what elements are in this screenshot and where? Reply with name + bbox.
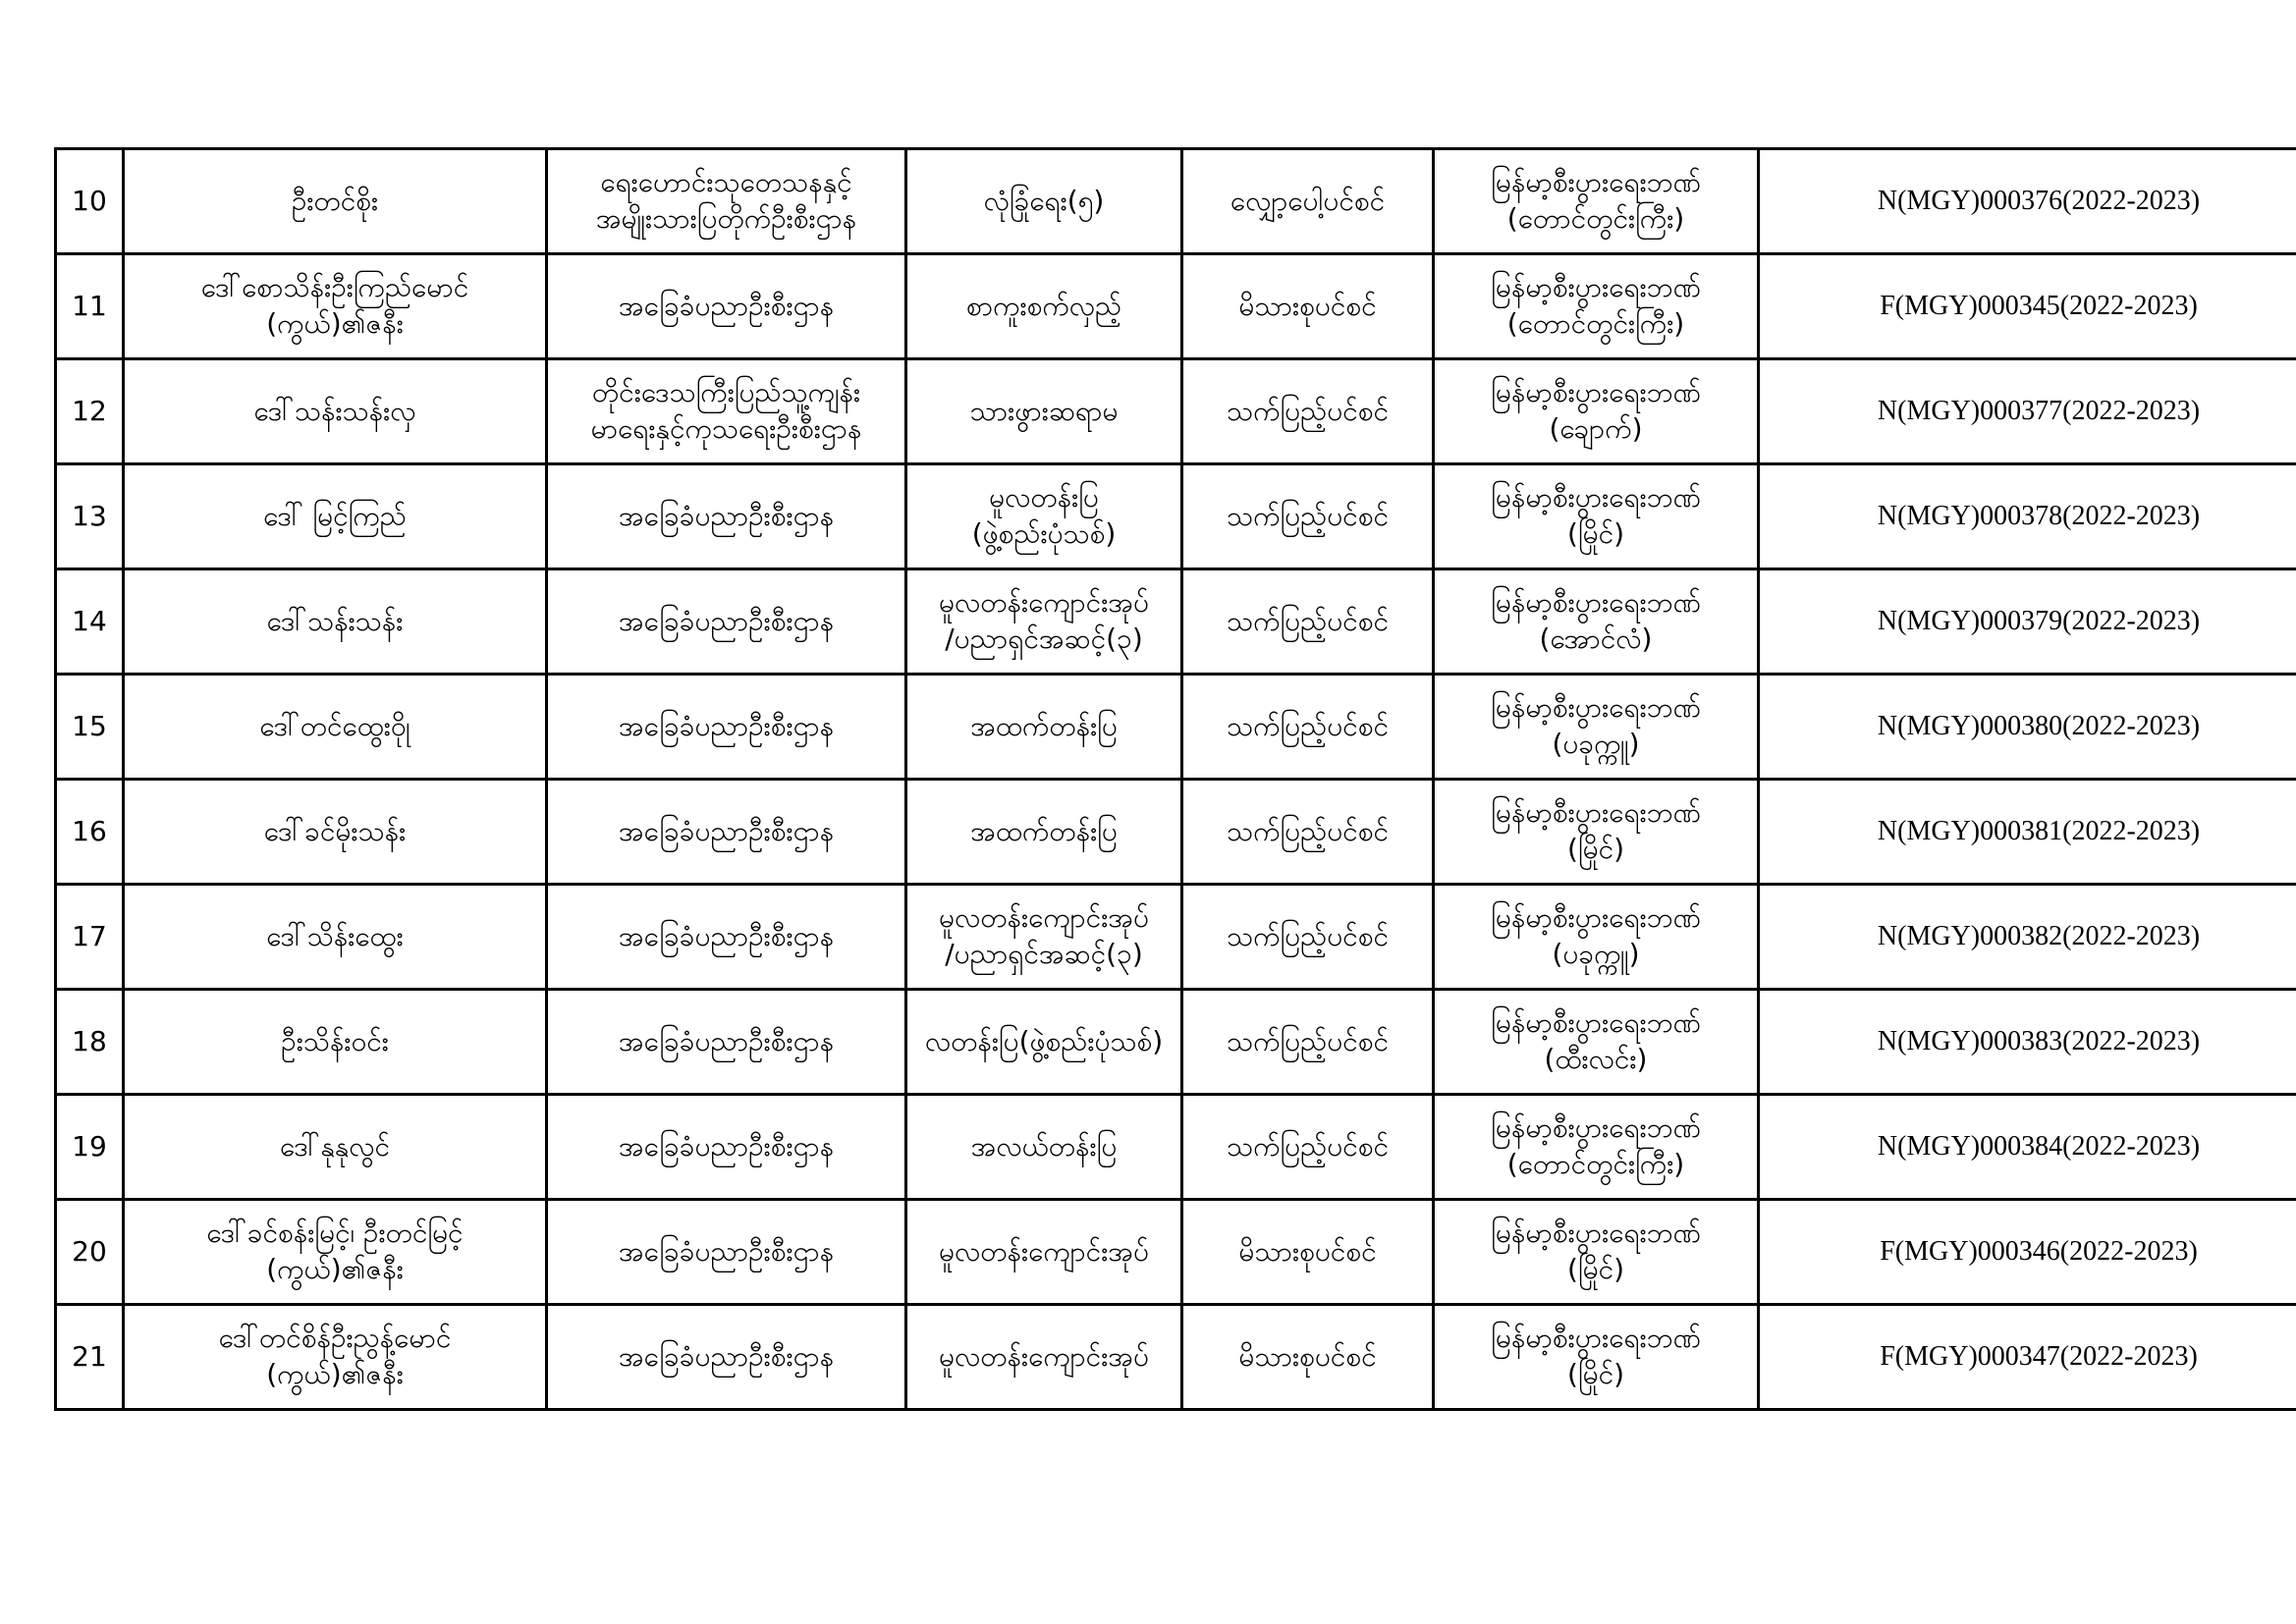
cell-bank	[1434, 675, 1759, 780]
cell-name	[124, 675, 547, 780]
cell-bank	[1434, 254, 1759, 359]
cell-department-line: အခြေခံပညာဦးစီးဌာန	[618, 1339, 835, 1373]
cell-bank-line: မြန်မာ့စီးပွားရေးဘဏ်	[1491, 376, 1701, 409]
cell-post-line: /ပညာရှင်အဆင့်(၃)	[945, 938, 1143, 970]
cell-account: F(MGY)000345(2022-2023)	[1759, 254, 2296, 359]
cell-department-line: အခြေခံပညာဦးစီးဌာန	[618, 709, 835, 742]
cell-post-line: မူလတန်းကျောင်းအုပ်	[939, 901, 1149, 935]
table-row	[56, 254, 2296, 359]
cell-bank	[1434, 1305, 1759, 1410]
cell-pension-type	[1182, 569, 1434, 675]
table-row	[56, 885, 2296, 990]
cell-post	[906, 254, 1182, 359]
cell-bank-line: မြန်မာ့စီးပွားရေးဘဏ်	[1491, 166, 1701, 199]
cell-post-line: အလယ်တန်းပြ	[970, 1129, 1118, 1163]
table-row	[56, 780, 2296, 885]
cell-pension-type-line: သက်ပြည့်ပင်စင်	[1227, 919, 1389, 952]
cell-name-line: ဒေါ်ခင်စန်းမြင့်၊ ဦးတင်မြင့်	[206, 1217, 464, 1250]
cell-pension-type-line: မိသားစုပင်စင်	[1238, 289, 1377, 322]
cell-post-line: /ပညာရှင်အဆင့်(၃)	[945, 623, 1143, 655]
cell-bank-line: (မြိုင်)	[1566, 517, 1625, 550]
cell-pension-type-line: သက်ပြည့်ပင်စင်	[1227, 709, 1389, 742]
cell-name	[124, 990, 547, 1095]
cell-bank-line: (ပခုက္ကူ)	[1552, 728, 1640, 760]
cell-pension-type-line: သက်ပြည့်ပင်စင်	[1227, 1129, 1389, 1163]
cell-name-line: ဒေါ်သန်းသန်းလှ	[253, 394, 416, 427]
cell-post	[906, 1200, 1182, 1305]
cell-name-line: ဒေါ်သန်းသန်း	[266, 604, 404, 637]
pension-table	[54, 147, 2296, 1411]
cell-no: 13	[56, 464, 124, 569]
cell-department-line: အမျိုးသားပြတိုက်ဦးစီးဌာန	[595, 202, 857, 235]
cell-account: N(MGY)000383(2022-2023)	[1759, 990, 2296, 1095]
cell-name	[124, 464, 547, 569]
cell-bank-line: မြန်မာ့စီးပွားရေးဘဏ်	[1491, 1322, 1701, 1355]
cell-post	[906, 149, 1182, 254]
cell-pension-type	[1182, 1200, 1434, 1305]
cell-bank-line: မြန်မာ့စီးပွားရေးဘဏ်	[1491, 691, 1701, 725]
cell-account: N(MGY)000377(2022-2023)	[1759, 359, 2296, 464]
cell-bank-line: မြန်မာ့စီးပွားရေးဘဏ်	[1491, 586, 1701, 620]
cell-post-line: မူလတန်းကျောင်းအုပ်	[939, 1234, 1149, 1268]
cell-name	[124, 780, 547, 885]
cell-department	[547, 254, 906, 359]
cell-bank-line: မြန်မာ့စီးပွားရေးဘဏ်	[1491, 271, 1701, 304]
cell-post-line: အထက်တန်းပြ	[970, 814, 1118, 847]
cell-bank	[1434, 885, 1759, 990]
cell-department	[547, 464, 906, 569]
cell-post	[906, 990, 1182, 1095]
cell-pension-type	[1182, 1305, 1434, 1410]
cell-department-line: အခြေခံပညာဦးစီးဌာန	[618, 1129, 835, 1163]
table-row	[56, 1305, 2296, 1410]
cell-name	[124, 359, 547, 464]
cell-post-line: လုံခြုံရေး(၅)	[983, 184, 1105, 217]
table-row	[56, 1095, 2296, 1200]
cell-no: 16	[56, 780, 124, 885]
cell-pension-type	[1182, 780, 1434, 885]
cell-pension-type	[1182, 359, 1434, 464]
cell-no: 20	[56, 1200, 124, 1305]
cell-department	[547, 149, 906, 254]
cell-department	[547, 569, 906, 675]
cell-bank	[1434, 1095, 1759, 1200]
cell-department-line: အခြေခံပညာဦးစီးဌာန	[618, 499, 835, 532]
table-row	[56, 990, 2296, 1095]
cell-department-line: အခြေခံပညာဦးစီးဌာန	[618, 289, 835, 322]
cell-no: 18	[56, 990, 124, 1095]
cell-account: N(MGY)000378(2022-2023)	[1759, 464, 2296, 569]
table-row	[56, 464, 2296, 569]
cell-department-line: ရေးဟောင်းသုတေသနနှင့်	[600, 166, 852, 199]
cell-no: 14	[56, 569, 124, 675]
cell-department	[547, 780, 906, 885]
cell-name	[124, 885, 547, 990]
cell-account: N(MGY)000380(2022-2023)	[1759, 675, 2296, 780]
cell-bank-line: မြန်မာ့စီးပွားရေးဘဏ်	[1491, 1111, 1701, 1145]
cell-name	[124, 569, 547, 675]
cell-bank	[1434, 149, 1759, 254]
cell-pension-type	[1182, 990, 1434, 1095]
cell-account: N(MGY)000379(2022-2023)	[1759, 569, 2296, 675]
cell-post-line: စာကူးစက်လှည့်	[965, 289, 1122, 322]
cell-post	[906, 1305, 1182, 1410]
cell-name-line: (ကွယ်)၏ဇနီး	[266, 1253, 404, 1285]
cell-department	[547, 885, 906, 990]
cell-post	[906, 359, 1182, 464]
cell-post-line: (ဖွဲ့စည်းပုံသစ်)	[971, 517, 1117, 550]
cell-bank-line: (ချောက်)	[1549, 412, 1643, 445]
cell-name	[124, 254, 547, 359]
cell-bank-line: (မြိုင်)	[1566, 833, 1625, 865]
table-row	[56, 569, 2296, 675]
cell-post-line: အထက်တန်းပြ	[970, 709, 1118, 742]
cell-department-line: တိုင်းဒေသကြီးပြည်သူ့ကျန်း	[591, 376, 861, 409]
cell-pension-type	[1182, 885, 1434, 990]
cell-pension-type-line: သက်ပြည့်ပင်စင်	[1227, 499, 1389, 532]
cell-name-line: ဒေါ်ခင်မိုးသန်း	[263, 814, 407, 847]
cell-name-line: ဒေါ်သိန်းထွေး	[266, 919, 404, 952]
cell-no: 19	[56, 1095, 124, 1200]
cell-post	[906, 780, 1182, 885]
cell-no: 21	[56, 1305, 124, 1410]
cell-bank-line: မြန်မာ့စီးပွားရေးဘဏ်	[1491, 1217, 1701, 1250]
cell-bank-line: (တောင်တွင်းကြီး)	[1506, 1148, 1685, 1180]
cell-bank-line: (တောင်တွင်းကြီး)	[1506, 307, 1685, 340]
cell-department	[547, 675, 906, 780]
cell-post-line: မူလတန်းကျောင်းအုပ်	[939, 1339, 1149, 1373]
cell-bank	[1434, 359, 1759, 464]
cell-account: N(MGY)000382(2022-2023)	[1759, 885, 2296, 990]
cell-name-line: (ကွယ်)၏ဇနီး	[266, 307, 404, 340]
cell-bank-line: (ပခုက္ကူ)	[1552, 938, 1640, 970]
cell-no: 10	[56, 149, 124, 254]
table-row	[56, 149, 2296, 254]
cell-pension-type-line: သက်ပြည့်ပင်စင်	[1227, 604, 1389, 637]
cell-name-line: ဦးတင်စိုး	[291, 184, 379, 217]
table-row	[56, 359, 2296, 464]
cell-pension-type-line: လျှော့ပေါ့ပင်စင်	[1230, 184, 1386, 217]
cell-name-line: ဒေါ်စောသိန်းဦးကြည်မောင်	[200, 271, 469, 304]
cell-department	[547, 359, 906, 464]
cell-department	[547, 1305, 906, 1410]
cell-account: N(MGY)000376(2022-2023)	[1759, 149, 2296, 254]
table-body	[56, 149, 2296, 1410]
cell-department-line: အခြေခံပညာဦးစီးဌာန	[618, 1234, 835, 1268]
cell-name-line: ဦးသိန်းဝင်း	[281, 1024, 389, 1057]
cell-post	[906, 1095, 1182, 1200]
cell-pension-type-line: သက်ပြည့်ပင်စင်	[1227, 814, 1389, 847]
cell-name-line: ဒေါ်နုနုလွင်	[279, 1129, 391, 1163]
cell-pension-type-line: မိသားစုပင်စင်	[1238, 1234, 1377, 1268]
cell-no: 15	[56, 675, 124, 780]
cell-account: N(MGY)000381(2022-2023)	[1759, 780, 2296, 885]
cell-bank-line: (အောင်လံ)	[1539, 623, 1653, 655]
cell-post-line: မူလတန်းကျောင်းအုပ်	[939, 586, 1149, 620]
cell-department	[547, 1095, 906, 1200]
cell-name-line: ဒေါ်တင်ထွေးဝိုု	[259, 709, 410, 742]
cell-account: F(MGY)000346(2022-2023)	[1759, 1200, 2296, 1305]
cell-name	[124, 1095, 547, 1200]
cell-pension-type	[1182, 1095, 1434, 1200]
cell-post	[906, 569, 1182, 675]
cell-department-line: အခြေခံပညာဦးစီးဌာန	[618, 1024, 835, 1057]
cell-pension-type	[1182, 675, 1434, 780]
table-row	[56, 675, 2296, 780]
cell-bank	[1434, 780, 1759, 885]
cell-post	[906, 675, 1182, 780]
cell-account: N(MGY)000384(2022-2023)	[1759, 1095, 2296, 1200]
cell-bank-line: (တောင်တွင်းကြီး)	[1506, 202, 1685, 235]
cell-pension-type-line: သက်ပြည့်ပင်စင်	[1227, 394, 1389, 427]
cell-name-line: ဒေါ် မြင့်ကြည်	[263, 499, 407, 532]
cell-department-line: အခြေခံပညာဦးစီးဌာန	[618, 919, 835, 952]
cell-bank	[1434, 569, 1759, 675]
cell-post-line: လတန်းပြ(ဖွဲ့စည်းပုံသစ်)	[924, 1024, 1164, 1057]
cell-name	[124, 1305, 547, 1410]
cell-post	[906, 464, 1182, 569]
cell-bank-line: မြန်မာ့စီးပွားရေးဘဏ်	[1491, 901, 1701, 935]
cell-department	[547, 990, 906, 1095]
cell-department	[547, 1200, 906, 1305]
cell-pension-type	[1182, 464, 1434, 569]
cell-department-line: အခြေခံပညာဦးစီးဌာန	[618, 814, 835, 847]
cell-name	[124, 1200, 547, 1305]
table-row	[56, 1200, 2296, 1305]
cell-department-line: မာရေးနှင့်ကုသရေးဦးစီးဌာန	[590, 412, 862, 445]
cell-pension-type-line: မိသားစုပင်စင်	[1238, 1339, 1377, 1373]
cell-bank-line: မြန်မာ့စီးပွားရေးဘဏ်	[1491, 1006, 1701, 1040]
cell-department-line: အခြေခံပညာဦးစီးဌာန	[618, 604, 835, 637]
cell-post-line: သားဖွားဆရာမ	[969, 394, 1119, 427]
cell-pension-type	[1182, 149, 1434, 254]
cell-account: F(MGY)000347(2022-2023)	[1759, 1305, 2296, 1410]
cell-bank-line: မြန်မာ့စီးပွားရေးဘဏ်	[1491, 481, 1701, 514]
cell-bank-line: မြန်မာ့စီးပွားရေးဘဏ်	[1491, 796, 1701, 830]
cell-pension-type-line: သက်ပြည့်ပင်စင်	[1227, 1024, 1389, 1057]
cell-bank	[1434, 1200, 1759, 1305]
cell-no: 12	[56, 359, 124, 464]
cell-pension-type	[1182, 254, 1434, 359]
cell-no: 17	[56, 885, 124, 990]
cell-bank-line: (မြိုင်)	[1566, 1358, 1625, 1390]
cell-bank-line: (ထီးလင်း)	[1544, 1043, 1648, 1075]
cell-no: 11	[56, 254, 124, 359]
cell-name	[124, 149, 547, 254]
cell-bank	[1434, 990, 1759, 1095]
cell-post	[906, 885, 1182, 990]
cell-bank	[1434, 464, 1759, 569]
cell-name-line: (ကွယ်)၏ဇနီး	[266, 1358, 404, 1390]
cell-name-line: ဒေါ်တင်စိန်ဦးညွန့်မောင်	[218, 1322, 452, 1355]
cell-post-line: မူလတန်းပြ	[989, 481, 1099, 514]
cell-bank-line: (မြိုင်)	[1566, 1253, 1625, 1285]
